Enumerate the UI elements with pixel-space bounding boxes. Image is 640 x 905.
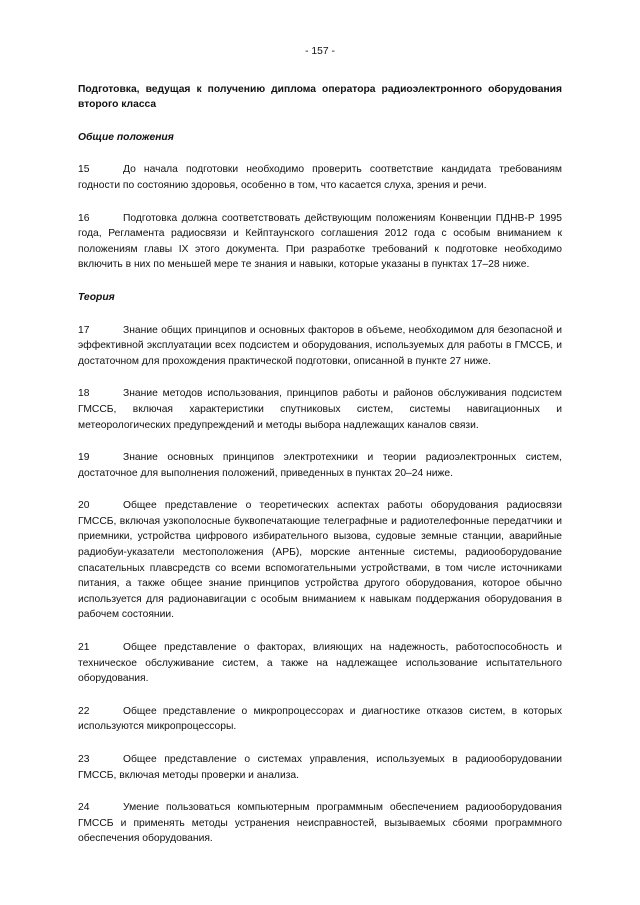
paragraph-text: Общее представление о факторах, влияющих на надежность, работоспособность и техническое обслуживание систем, а также на надлежащее использование испытательного оборудования. (78, 642, 562, 685)
paragraph-number: 20 (78, 500, 90, 512)
paragraph-number: 17 (78, 324, 90, 336)
document-title: Подготовка, ведущая к получению диплома оператора радиоэлектронного оборудования второго класса (78, 83, 562, 111)
paragraph-24 (78, 800, 562, 847)
paragraph-15 (78, 162, 562, 193)
paragraph-18 (78, 386, 562, 433)
section-heading-general: Общие положения (78, 131, 174, 143)
paragraph-text: Умение пользоваться компьютерным программным обеспечением радиооборудования ГМССБ и применять методы устранения неисправностей, вызываемых сбоями программного обеспечения оборудования. (78, 802, 562, 845)
paragraph-17 (78, 323, 562, 370)
paragraph-text: Знание общих принципов и основных факторов в объеме, необходимом для безопасной и эффективной эксплуатации всех подсистем и оборудования, используемых для работы в ГМССБ, и достаточном для прохождения практической подготовки, описанной в пункте 27 ниже. (78, 324, 562, 367)
paragraph-text: Знание методов использования, принципов работы и районов обслуживания подсистем ГМССБ, включая характеристики спутниковых систем, системы навигационных и метеорологических предупреждений и методы выбора надлежащих каналов связи. (78, 388, 562, 431)
paragraph-text: Общее представление о микропроцессорах и диагностике отказов систем, в которых используются микропроцессоры. (78, 705, 562, 733)
paragraph-text: Общее представление о системах управления, используемых в радиооборудовании ГМССБ, включая методы проверки и анализа. (78, 754, 562, 781)
paragraph-text: Общее представление о теоретических аспектах работы оборудования радиосвязи ГМССБ, включая узкополосные буквопечатающие телеграфные и радиотелефонные передатчики и приемники, устройства цифрового избирательного вызова, судовые земные станции, аварийные радиобуи-указатели местоположения (АРБ), морские антенные системы, радиооборудование спасательных плавсредств со всеми вспомогательными устройствами, в том числе источниками питания, а также общее знание принципов устройства другого оборудования, которое обычно используется для радионавигации с особым вниманием к навыкам поддержания оборудования в рабочем состоянии. (78, 500, 562, 621)
document-page (78, 44, 562, 864)
paragraph-number: 18 (78, 388, 90, 400)
paragraph-number: 15 (78, 164, 90, 176)
paragraph-number: 16 (78, 212, 90, 224)
paragraph-number: 24 (78, 802, 90, 814)
section-heading-theory: Теория (78, 291, 115, 303)
paragraph-number: 23 (78, 754, 90, 765)
paragraph-20 (78, 498, 562, 623)
paragraph-21 (78, 640, 562, 687)
paragraph-number: 22 (78, 705, 90, 717)
paragraph-text: До начала подготовки необходимо проверить соответствие кандидата требованиям годности по состоянию здоровья, особенно в том, что касается слуха, зрения и речи. (78, 164, 562, 191)
paragraph-number: 19 (78, 452, 90, 464)
paragraph-number: 21 (78, 642, 90, 654)
paragraph-16 (78, 211, 562, 273)
paragraph-23 (78, 752, 562, 783)
paragraph-22 (78, 704, 562, 735)
paragraph-text: Знание основных принципов электротехники и теории радиоэлектронных систем, достаточное для выполнения положений, приведенных в пунктах 20–24 ниже. (78, 452, 562, 479)
paragraph-19 (78, 450, 562, 481)
page-number: - 157 - (305, 46, 335, 57)
paragraph-text: Подготовка должна соответствовать действующим положениям Конвенции ПДНВ-Р 1995 года, Регламента радиосвязи и Кейптаунского соглашения 2012 года с особым вниманием к положениям главы IX этого документа. При разработке требований к подготовке необходимо включить в них по меньшей мере те знания и навыки, которые указаны в пунктах 17–28 ниже. (78, 212, 562, 271)
